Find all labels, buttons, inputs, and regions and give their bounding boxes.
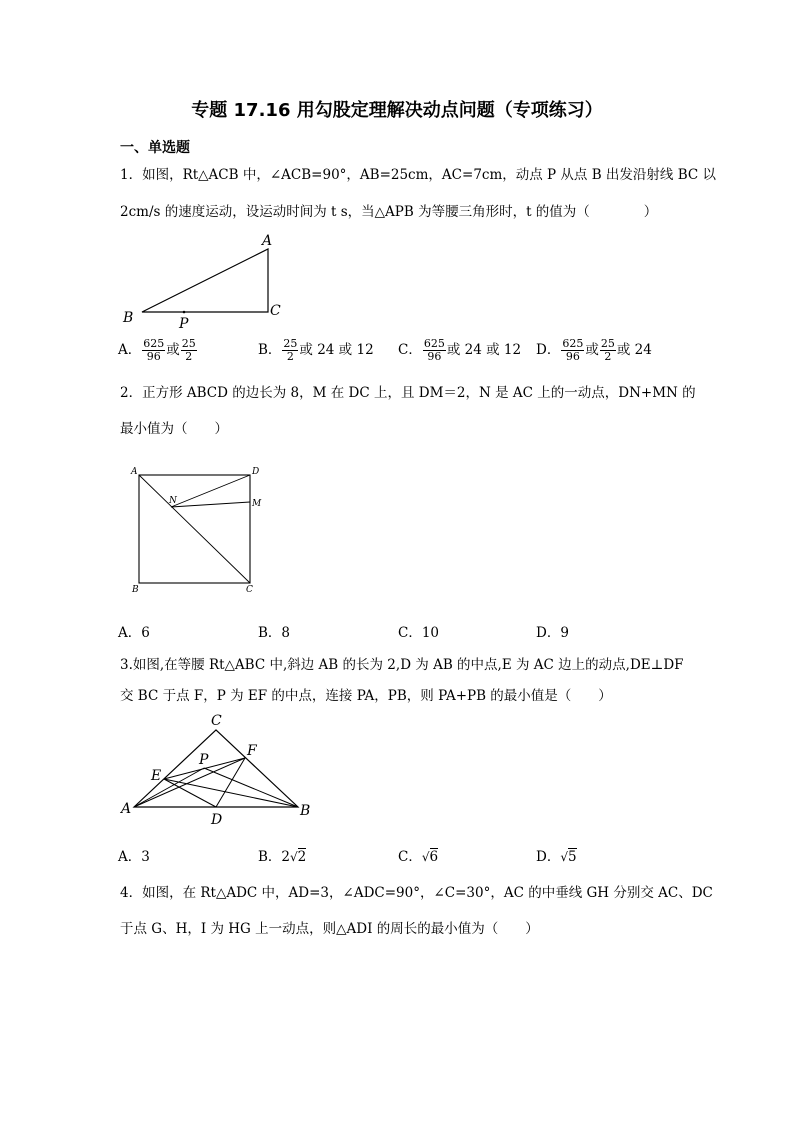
q2-label-c: C: [246, 585, 253, 595]
q3-label-p: P: [199, 752, 209, 768]
q4-text-line2: 于点 G、H，I 为 HG 上一动点，则△ADI 的周长的最小值为（ ）: [120, 921, 539, 937]
q3-segment-df: [216, 758, 245, 807]
q3-label-a: A: [121, 801, 132, 817]
q3-figure: [118, 710, 328, 830]
q3-text-line2: 交 BC 于点 F，P 为 EF 的中点，连接 PA，PB，则 PA+PB 的最小值是（ ）: [120, 688, 612, 704]
q2-option-d[interactable]: D．9: [536, 625, 569, 641]
q3-option-b[interactable]: B．2√2: [258, 849, 307, 865]
q3-segment-eb: [164, 779, 298, 807]
q1-triangle: [142, 249, 268, 312]
q1-label-p: P: [179, 316, 189, 332]
q1-option-b[interactable]: B． $\frac{25}{2}$ 或 24 或 12: [258, 337, 374, 363]
q2-text-line1: 2．正方形 ABCD 的边长为 8，M 在 DC 上，且 DM＝2，N 是 AC 上的一动点，DN+MN 的: [120, 385, 696, 401]
q2-option-c[interactable]: C．10: [398, 625, 440, 641]
q1-option-d[interactable]: D． $\frac{625}{96}$ 或 $\frac{25}{2}$ 或 24: [536, 337, 652, 363]
q2-option-a[interactable]: A．6: [118, 625, 150, 641]
q2-label-d: D: [252, 467, 260, 477]
q3-text-line1: 3.如图,在等腰 Rt△ABC 中,斜边 AB 的长为 2,D 为 AB 的中点,E 为 AC 边上的动点,DE⊥DF: [120, 657, 684, 673]
q2-option-b[interactable]: B．8: [258, 625, 291, 641]
q2-label-a: A: [131, 467, 138, 477]
q2-segment-mn: [171, 502, 250, 507]
q3-label-c: C: [211, 713, 222, 729]
q2-text-line2: 最小值为（ ）: [120, 421, 228, 437]
q2-label-b: B: [132, 585, 139, 595]
q1-point-p: [183, 311, 186, 314]
q2-label-m: M: [252, 499, 262, 509]
q1-option-a[interactable]: A． $\frac{625}{96}$ 或 $\frac{25}{2}$: [118, 337, 196, 363]
q1-label-c: C: [270, 303, 281, 319]
q3-label-d: D: [211, 812, 223, 828]
q2-diagonal-ac: [139, 475, 250, 583]
section-heading: 一、单选题: [120, 140, 190, 156]
q3-option-d[interactable]: D．√5: [536, 849, 577, 865]
page-title: 专题 17.16 用勾股定理解决动点问题（专项练习）: [191, 100, 603, 121]
q1-text-line2: 2cm/s 的速度运动，设运动时间为 t s，当△APB 为等腰三角形时，t 的值为（ ）: [120, 204, 658, 220]
q4-text-line1: 4．如图，在 Rt△ADC 中，AD=3，∠ADC=90°，∠C=30°，AC 的中垂线 GH 分别交 AC、DC: [120, 885, 713, 901]
q2-label-n: N: [169, 496, 177, 506]
q3-option-c[interactable]: C．√6: [398, 849, 439, 865]
q3-label-f: F: [247, 743, 257, 759]
q3-label-e: E: [151, 768, 162, 784]
q3-segment-pb: [204, 768, 298, 807]
q1-option-c[interactable]: C． $\frac{625}{96}$ 或 24 或 12: [398, 337, 522, 363]
q1-label-a: A: [262, 233, 273, 249]
q1-figure: [118, 232, 293, 332]
q1-label-b: B: [123, 310, 134, 326]
q2-figure: [128, 462, 268, 597]
q3-segment-de: [164, 779, 216, 807]
q3-label-b: B: [300, 803, 311, 819]
q3-option-a[interactable]: A．3: [118, 849, 150, 865]
q2-segment-dn: [171, 475, 250, 507]
q1-text-line1: 1．如图，Rt△ACB 中，∠ACB=90°，AB=25cm，AC=7cm，动点 P 从点 B 出发沿射线 BC 以: [120, 167, 717, 183]
